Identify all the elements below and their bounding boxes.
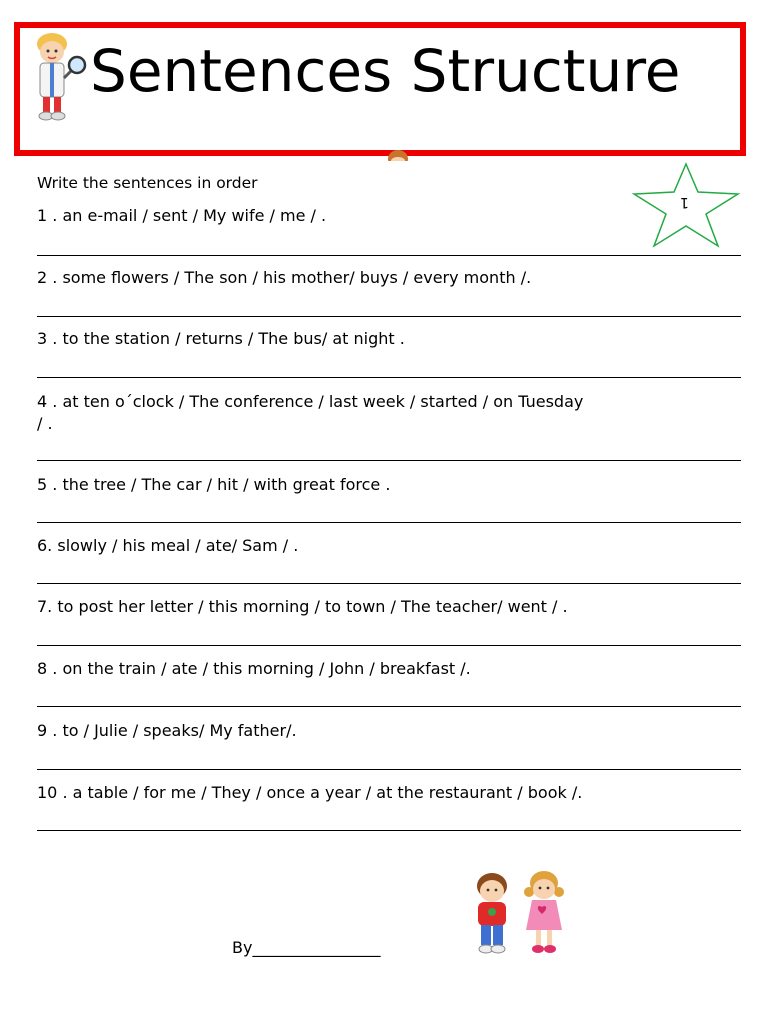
question-7: 7. to post her letter / this morning / to town / The teacher/ went / . bbox=[37, 597, 568, 616]
question-4-line-2: / . bbox=[37, 414, 53, 433]
page-title: Sentences Structure bbox=[90, 37, 681, 105]
answer-line-6[interactable] bbox=[37, 583, 741, 584]
answer-line-2[interactable] bbox=[37, 316, 741, 317]
answer-line-9[interactable] bbox=[37, 769, 741, 770]
answer-line-1[interactable] bbox=[37, 255, 741, 256]
answer-line-3[interactable] bbox=[37, 377, 741, 378]
question-1: 1 . an e-mail / sent / My wife / me / . bbox=[37, 206, 327, 225]
answer-line-8[interactable] bbox=[37, 706, 741, 707]
question-2: 2 . some flowers / The son / his mother/ buys / every month /. bbox=[37, 268, 532, 287]
question-6: 6. slowly / his meal / ate/ Sam / . bbox=[37, 536, 299, 555]
question-9: 9 . to / Julie / speaks/ My father/. bbox=[37, 721, 297, 740]
peeking-kid-head-icon bbox=[384, 147, 412, 161]
boy-and-girl-kids-icon bbox=[466, 868, 572, 956]
answer-line-7[interactable] bbox=[37, 645, 741, 646]
doctor-kid-with-magnifier-icon bbox=[28, 30, 90, 126]
question-3: 3 . to the station / returns / The bus/ at night . bbox=[37, 329, 405, 348]
by-signature-line[interactable]: By________________ bbox=[232, 938, 381, 957]
question-10: 10 . a table / for me / They / once a year / at the restaurant / book /. bbox=[37, 783, 583, 802]
answer-line-4[interactable] bbox=[37, 460, 741, 461]
question-5: 5 . the tree / The car / hit / with great force . bbox=[37, 475, 391, 494]
answer-line-5[interactable] bbox=[37, 522, 741, 523]
instruction-text: Write the sentences in order bbox=[37, 174, 258, 192]
star-number-label: 1 bbox=[680, 194, 689, 210]
answer-line-10[interactable] bbox=[37, 830, 741, 831]
question-4 bbox=[37, 391, 583, 435]
question-8: 8 . on the train / ate / this morning / John / breakfast /. bbox=[37, 659, 471, 678]
question-4-line-1: 4 . at ten o´clock / The conference / last week / started / on Tuesday bbox=[37, 392, 584, 411]
